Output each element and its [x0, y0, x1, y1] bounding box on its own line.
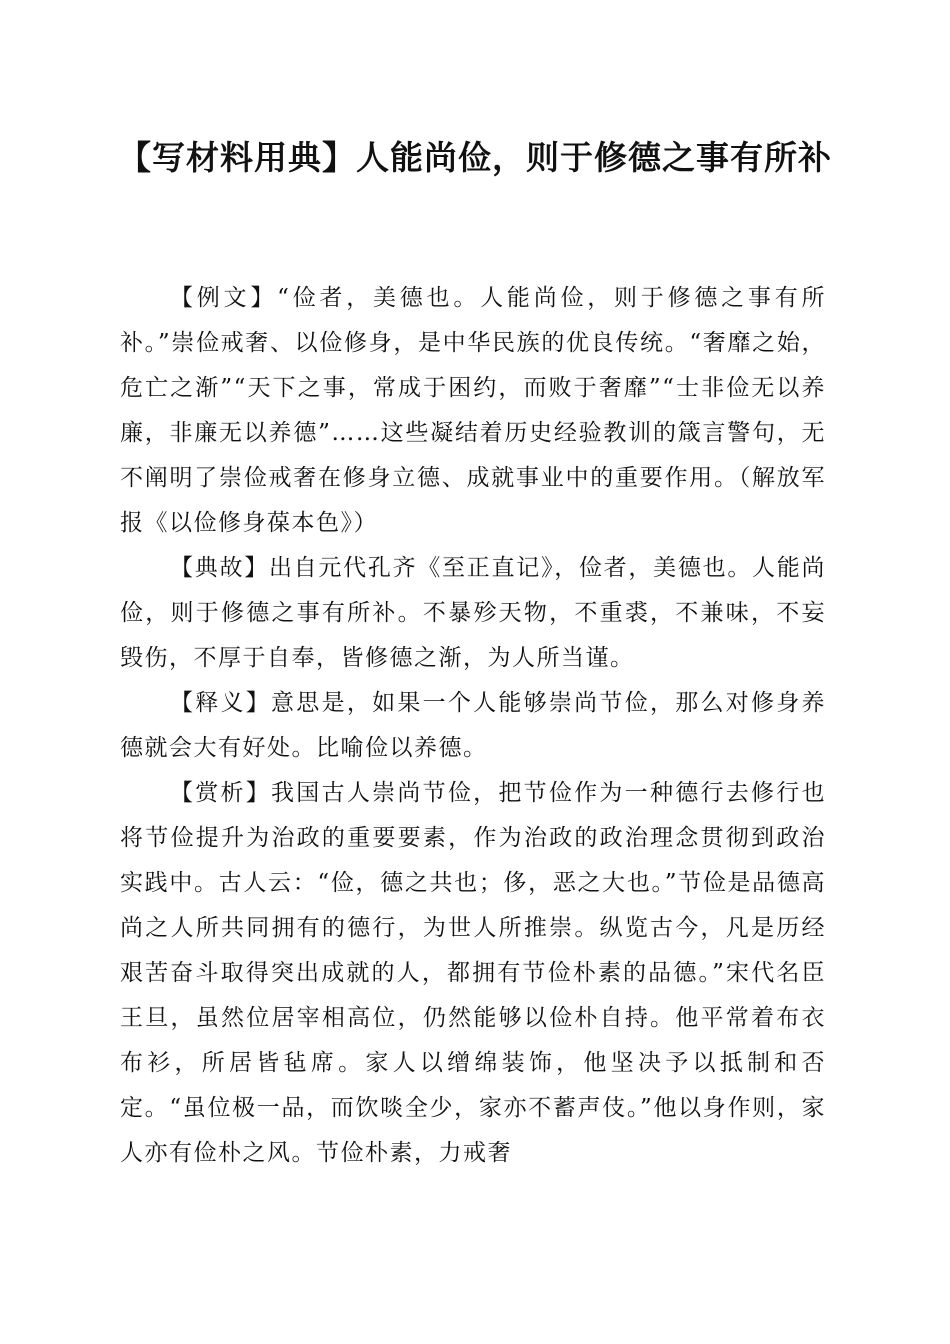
paragraph-tag: 【例文】 — [170, 285, 278, 311]
paragraph-text: 意思是，如果一个人能够崇尚节俭，那么对修身养德就会大有好处。比喻俭以养德。 — [120, 690, 827, 761]
paragraph-appreciation — [120, 771, 826, 1176]
paragraph-tag: 【典故】 — [170, 555, 269, 581]
paragraph-tag: 【赏析】 — [170, 780, 272, 806]
paragraph-text: 我国古人崇尚节俭，把节俭作为一种德行去修行也将节俭提升为治政的重要要素，作为治政的政治理念贯彻到政治实践中。古人云：“俭，德之共也；侈，恶之大也。”节俭是品德高尚之人所共同拥有的德行，为世人所推崇。纵览古今，凡是历经艰苦奋斗取得突出成就的人，都拥有节俭朴素的品德。”宋代名臣王旦，虽然位居宰相高位，仍然能够以俭朴自持。他平常着布衣布衫，所居皆毡席。家人以缯绵装饰，他坚决予以抵制和否定。“虽位极一品，而饮啖全少，家亦不蓄声伎。”他以身作则，家人亦有俭朴之风。节俭朴素，力戒奢 — [120, 780, 827, 1166]
paragraph-meaning — [120, 681, 826, 771]
paragraph-allusion — [120, 546, 826, 681]
paragraph-text: “俭者，美德也。人能尚俭，则于修德之事有所补。”崇俭戒奢、以俭修身，是中华民族的优良传统。“奢靡之始，危亡之渐”“天下之事，常成于困约，而败于奢靡”“士非俭无以养廉，非廉无以养德”……这些凝结着历史经验教训的箴言警句，无不阐明了崇俭戒奢在修身立德、成就事业中的重要作用。（解放军报《以俭修身葆本色》） — [120, 285, 826, 536]
article-body — [120, 276, 826, 1176]
paragraph-text: 出自元代孔齐《至正直记》，俭者，美德也。人能尚俭，则于修德之事有所补。不暴殄天物，不重裘，不兼味，不妄毁伤，不厚于自奉，皆修德之渐，为人所当谨。 — [120, 555, 827, 671]
paragraph-tag: 【释义】 — [170, 690, 272, 716]
page-title: 【写材料用典】人能尚俭，则于修德之事有所补 — [118, 138, 832, 177]
paragraph-example — [120, 276, 826, 546]
